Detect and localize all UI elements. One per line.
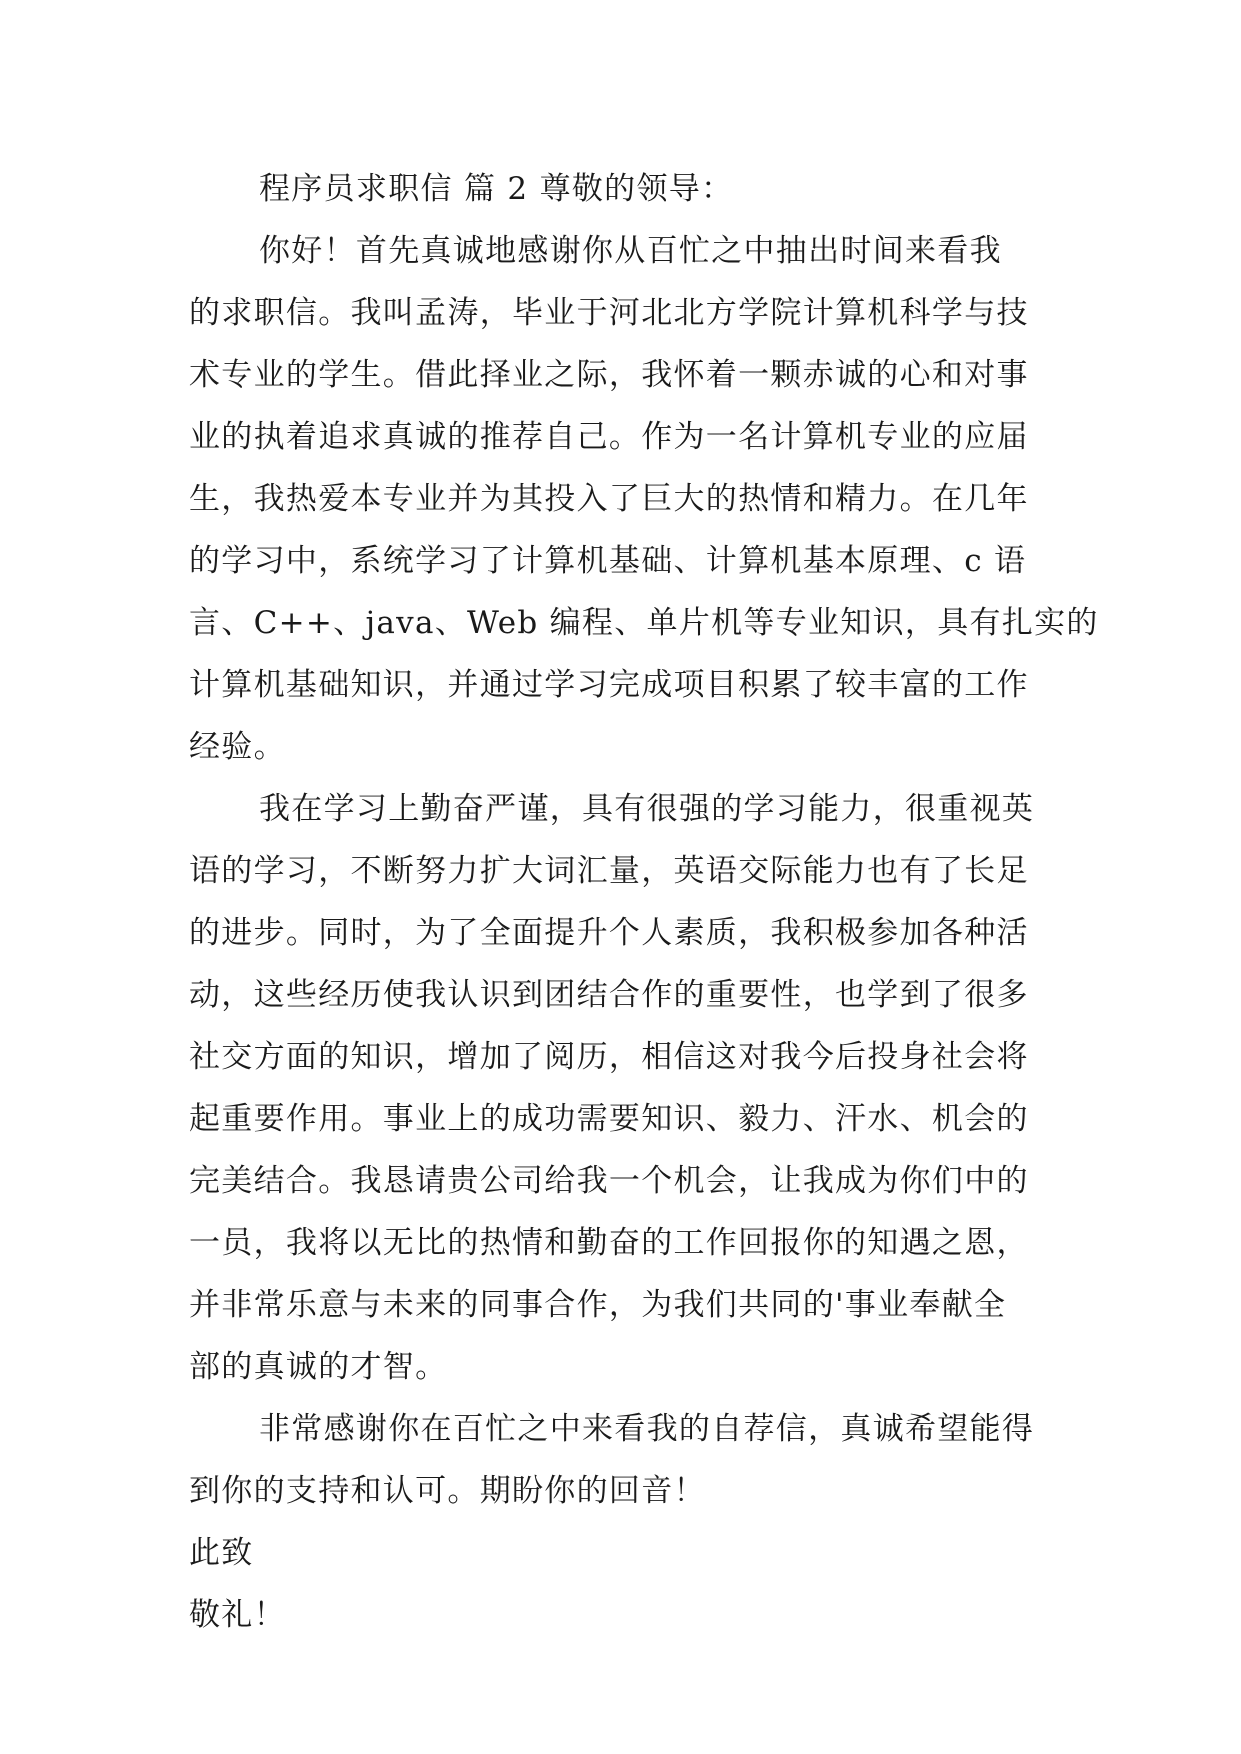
letter-line: 一员，我将以无比的热情和勤奋的工作回报你的知遇之恩，: [189, 1225, 1029, 1261]
letter-line: 语的学习，不断努力扩大词汇量，英语交际能力也有了长足: [189, 853, 1029, 889]
letter-line: 经验。: [189, 729, 286, 765]
letter-body: [189, 158, 1099, 1646]
letter-line: 程序员求职信 篇 2 尊敬的领导：: [259, 171, 734, 207]
letter-line: 术专业的学生。借此择业之际，我怀着一颗赤诚的心和对事: [189, 357, 1029, 393]
letter-salutation: 敬礼！: [189, 1597, 286, 1633]
letter-line: 社交方面的知识，增加了阅历，相信这对我今后投身社会将: [189, 1039, 1029, 1075]
letter-line: 业的执着追求真诚的推荐自己。作为一名计算机专业的应届: [189, 419, 1029, 455]
letter-line: 非常感谢你在百忙之中来看我的自荐信，真诚希望能得: [259, 1411, 1035, 1447]
letter-line: 计算机基础知识，并通过学习完成项目积累了较丰富的工作: [189, 667, 1029, 703]
letter-line: 的学习中，系统学习了计算机基础、计算机基本原理、c 语: [189, 543, 1027, 579]
letter-line: 到你的支持和认可。期盼你的回音！: [189, 1473, 706, 1509]
letter-line: 动，这些经历使我认识到团结合作的重要性，也学到了很多: [189, 977, 1029, 1013]
letter-line: 起重要作用。事业上的成功需要知识、毅力、汗水、机会的: [189, 1101, 1029, 1137]
letter-line: 完美结合。我恳请贵公司给我一个机会，让我成为你们中的: [189, 1163, 1029, 1199]
letter-line: 的求职信。我叫孟涛，毕业于河北北方学院计算机科学与技: [189, 295, 1029, 331]
letter-line: 并非常乐意与未来的同事合作，为我们共同的'事业奉献全: [189, 1287, 1007, 1323]
letter-line: 部的真诚的才智。: [189, 1349, 448, 1385]
letter-line: 的进步。同时，为了全面提升个人素质，我积极参加各种活: [189, 915, 1029, 951]
letter-line: 你好！首先真诚地感谢你从百忙之中抽出时间来看我: [259, 233, 1002, 269]
letter-line: 言、C++、java、Web 编程、单片机等专业知识，具有扎实的: [189, 605, 1099, 641]
letter-line: 我在学习上勤奋严谨，具有很强的学习能力，很重视英: [259, 791, 1035, 827]
letter-line: 生，我热爱本专业并为其投入了巨大的热情和精力。在几年: [189, 481, 1029, 517]
letter-closing: 此致: [189, 1535, 254, 1571]
